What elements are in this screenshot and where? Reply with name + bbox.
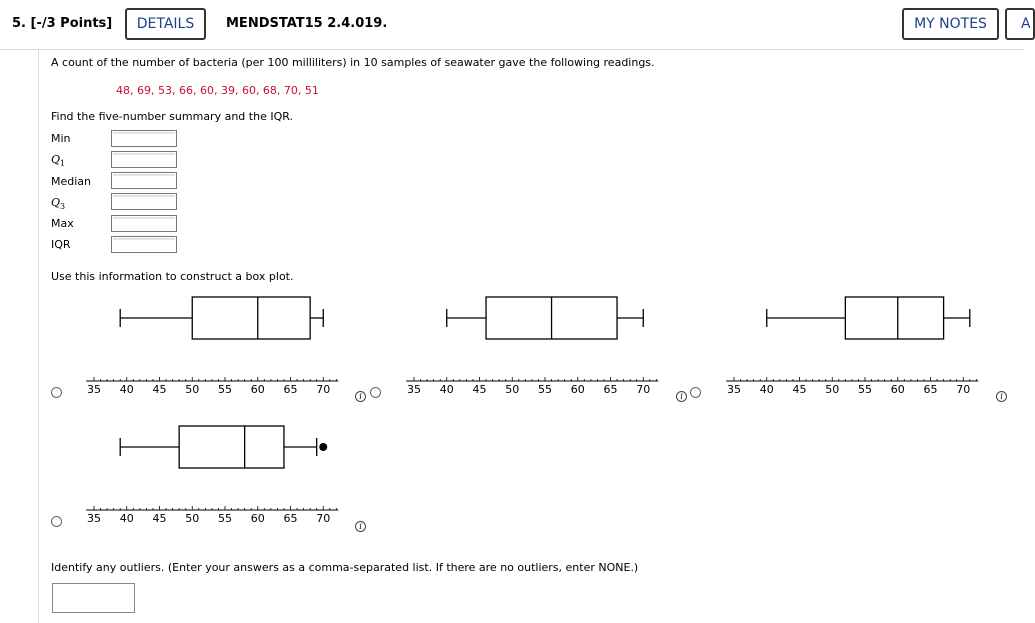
boxplot-option-3-radio[interactable] (690, 387, 701, 398)
info-icon-glyph: i (359, 392, 362, 401)
data-values: 48, 69, 53, 66, 60, 39, 60, 68, 70, 51 (116, 84, 319, 97)
axis-tick-label: 45 (152, 512, 167, 525)
info-icon-glyph: i (359, 522, 362, 531)
boxplot-option-2-radio[interactable] (370, 387, 381, 398)
max-label: Max (51, 217, 74, 230)
q3-label (51, 196, 65, 211)
details-button[interactable]: DETAILS (125, 8, 206, 40)
axis-tick-label: 35 (87, 383, 101, 396)
max-input[interactable] (111, 215, 177, 232)
median-label: Median (51, 175, 92, 188)
ask-teacher-button[interactable]: A (1005, 8, 1035, 40)
question-header (0, 0, 1031, 50)
axis-tick-label: 50 (185, 512, 200, 525)
iqr-label: IQR (51, 238, 71, 251)
problem-intro: A count of the number of bacteria (per 100 milliliters) in 10 samples of seawater gave the following readings. (51, 56, 655, 69)
iqr-box (845, 297, 943, 339)
axis-tick-label: 65 (283, 383, 298, 396)
axis-tick-label: 60 (890, 383, 905, 396)
axis-tick-label: 40 (119, 512, 134, 525)
axis-tick-label: 35 (727, 383, 741, 396)
axis-tick-label: 45 (472, 383, 487, 396)
axis-tick-label: 55 (858, 383, 872, 396)
min-input[interactable] (111, 130, 177, 147)
axis-tick-label: 60 (570, 383, 585, 396)
axis-tick-label: 40 (759, 383, 774, 396)
min-label: Min (51, 132, 71, 145)
axis-tick-label: 55 (218, 383, 232, 396)
iqr-box (192, 297, 310, 339)
axis-tick-label: 45 (792, 383, 807, 396)
axis-tick-label: 35 (87, 512, 101, 525)
question-number: 5. [-/3 Points] (12, 16, 113, 31)
axis-tick-label: 40 (119, 383, 134, 396)
axis-tick-label: 70 (956, 383, 971, 396)
axis-tick-label: 55 (538, 383, 552, 396)
axis-tick-label: 60 (250, 383, 265, 396)
axis-tick-label: 65 (603, 383, 618, 396)
info-icon[interactable] (355, 391, 366, 402)
boxplot-prompt: Use this information to construct a box plot. (51, 270, 294, 283)
axis-tick-label: 35 (407, 383, 421, 396)
content-left-border (38, 49, 39, 623)
outlier-point (319, 443, 327, 451)
info-icon-glyph: i (680, 392, 683, 401)
iqr-input[interactable] (111, 236, 177, 253)
axis-tick-label: 65 (283, 512, 298, 525)
axis-tick-label: 40 (439, 383, 454, 396)
boxplot-option-1-radio[interactable] (51, 387, 62, 398)
q3-label-text: $Q_3$ (51, 196, 66, 212)
iqr-box (486, 297, 617, 339)
find-instructions: Find the five-number summary and the IQR. (51, 110, 293, 123)
axis-tick-label: 70 (636, 383, 651, 396)
iqr-box (179, 426, 284, 468)
boxplot-option-4-radio[interactable] (51, 516, 62, 527)
my-notes-button[interactable]: MY NOTES (902, 8, 999, 40)
axis-tick-label: 50 (185, 383, 200, 396)
axis-tick-label: 45 (152, 383, 167, 396)
axis-tick-label: 70 (316, 383, 331, 396)
info-icon[interactable] (676, 391, 687, 402)
info-icon-glyph: i (1000, 392, 1003, 401)
outliers-input[interactable] (52, 583, 135, 613)
axis-tick-label: 70 (316, 512, 331, 525)
q1-input[interactable] (111, 151, 177, 168)
q1-label (51, 153, 65, 168)
outliers-prompt: Identify any outliers. (Enter your answers as a comma-separated list. If there are no outliers, enter NONE.) (51, 561, 639, 574)
axis-tick-label: 50 (825, 383, 840, 396)
axis-tick-label: 65 (923, 383, 938, 396)
axis-tick-label: 55 (218, 512, 232, 525)
median-input[interactable] (111, 172, 177, 189)
q3-input[interactable] (111, 193, 177, 210)
axis-tick-label: 50 (505, 383, 520, 396)
question-code: MENDSTAT15 2.4.019. (226, 16, 388, 31)
q1-label-text: $Q_1$ (51, 153, 66, 169)
info-icon[interactable] (355, 521, 366, 532)
axis-tick-label: 60 (250, 512, 265, 525)
info-icon[interactable] (996, 391, 1007, 402)
